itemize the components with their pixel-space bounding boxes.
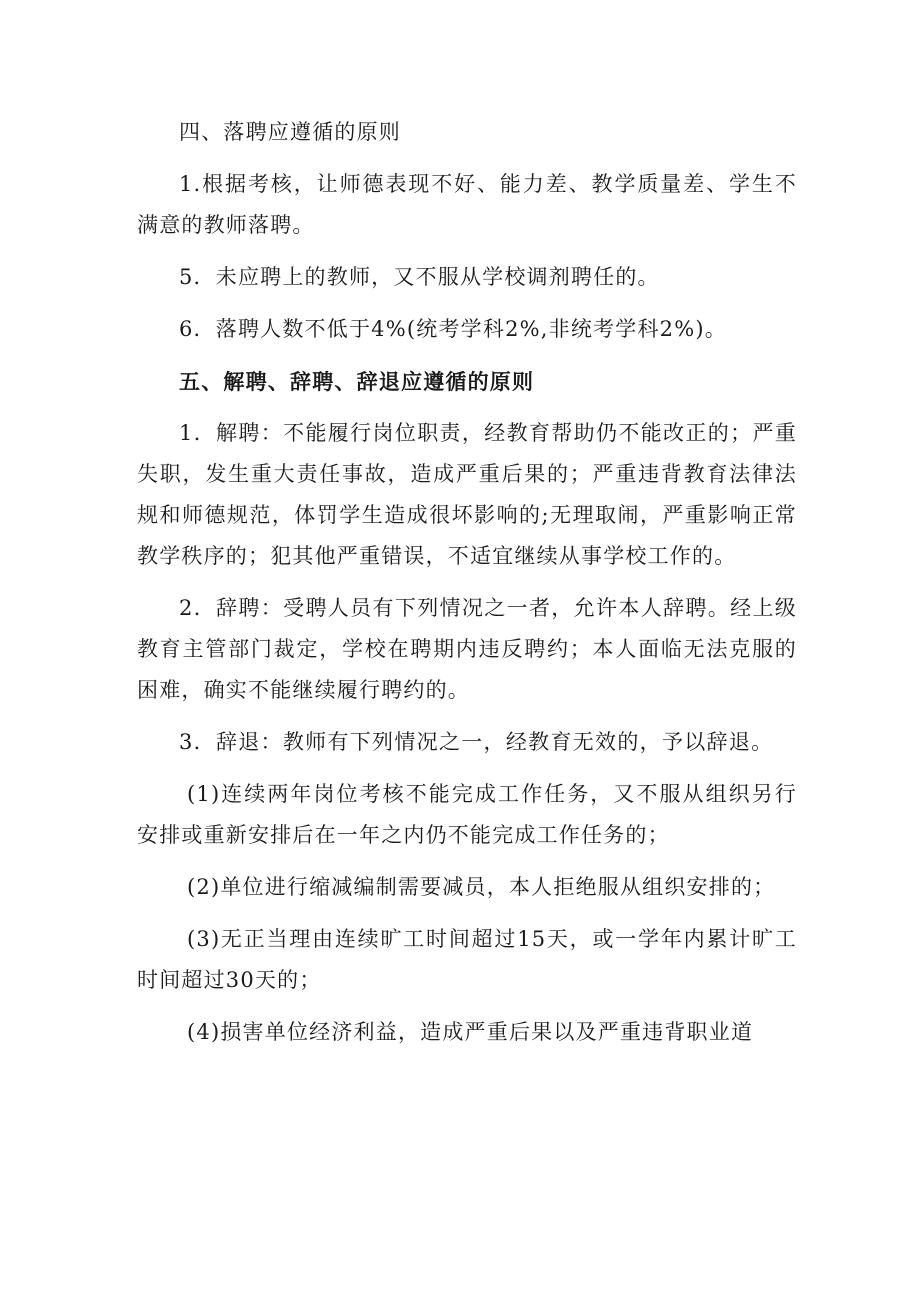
section-heading-4: 四、落聘应遵循的原则 — [179, 120, 401, 144]
paragraph-item-1: 1.根据考核，让师德表现不好、能力差、教学质量差、学生不满意的教师落聘。 — [137, 172, 797, 237]
paragraph-dismissal: 1．解聘：不能履行岗位职责，经教育帮助仍不能改正的；严重失职，发生重大责任事故，造成严重后果的；严重违背教育法律法规和师德规范，体罚学生造成很坏影响的;无理取闹，严重影响正常教学秩序的；犯其他严重错误，不适宜继续从事学校工作的。 — [137, 421, 797, 568]
paragraph-resignation: 2．辞聘：受聘人员有下列情况之一者，允许本人辞聘。经上级教育主管部门裁定，学校在聘期内违反聘约；本人面临无法克服的困难，确实不能继续履行聘约的。 — [137, 596, 797, 702]
sub-item-4: (4)损害单位经济利益，造成严重后果以及严重违背职业道 — [187, 1020, 754, 1044]
document-body — [137, 112, 797, 1064]
sub-item-1: (1)连续两年岗位考核不能完成工作任务，又不服从组织另行安排或重新安排后在一年之内仍不能完成工作任务的； — [137, 782, 797, 847]
sub-item-2: (2)单位进行缩减编制需要减员，本人拒绝服从组织安排的； — [187, 875, 776, 899]
paragraph-termination: 3．辞退：教师有下列情况之一，经教育无效的，予以辞退。 — [179, 730, 774, 754]
section-heading-5: 五、解聘、辞聘、辞退应遵循的原则 — [179, 369, 535, 394]
sub-item-3: (3)无正当理由连续旷工时间超过15天，或一学年内累计旷工时间超过30天的； — [137, 927, 797, 992]
paragraph-item-6: 6．落聘人数不低于4%(统考学科2%,非统考学科2%)。 — [179, 317, 727, 341]
paragraph-item-5: 5．未应聘上的教师，又不服从学校调剂聘任的。 — [179, 265, 660, 289]
